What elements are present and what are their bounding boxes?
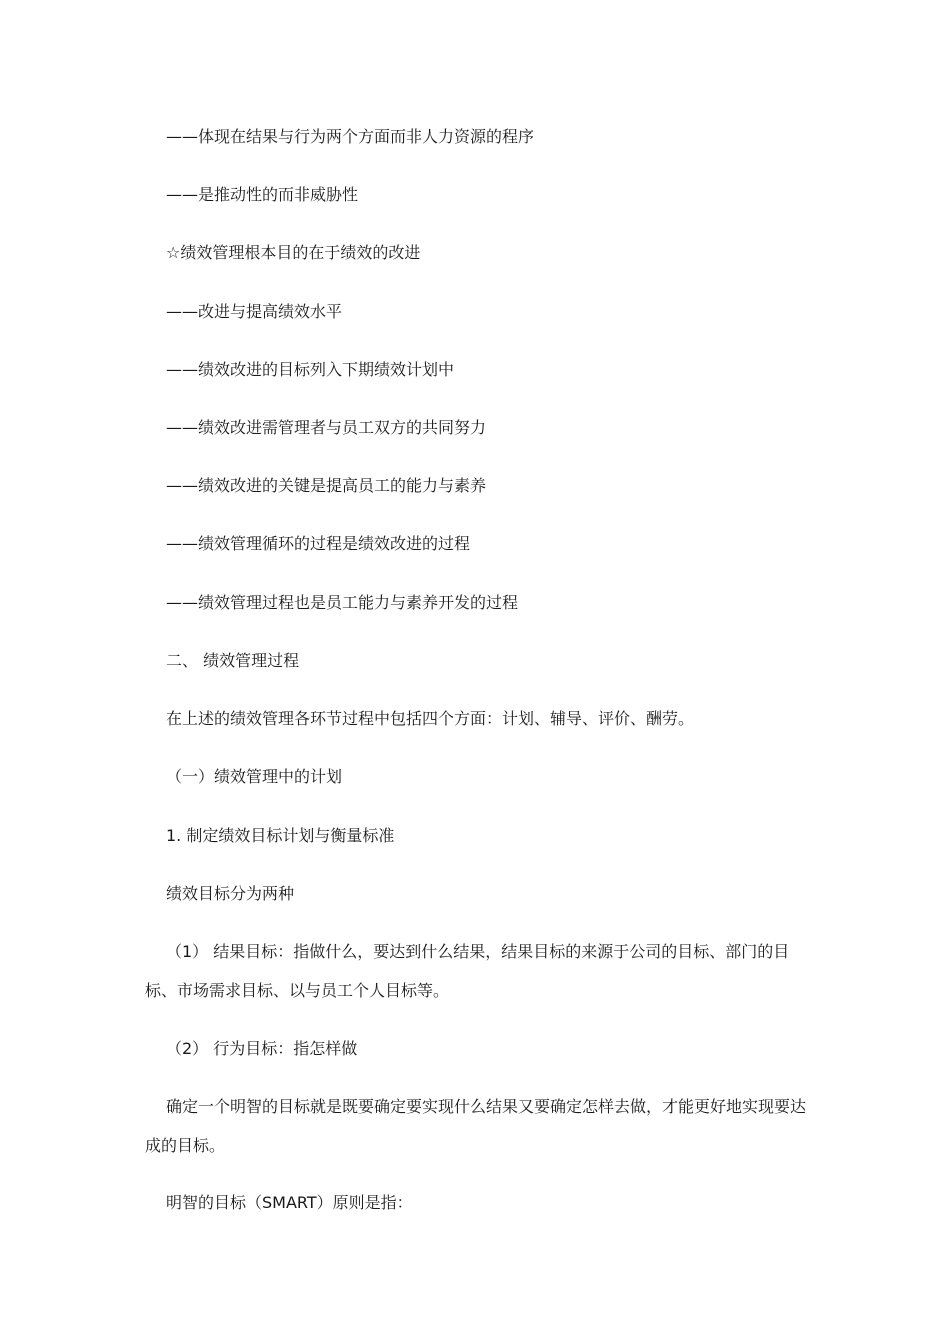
para-smart-goal: 确定一个明智的目标就是既要确定要实现什么结果又要确定怎样去做，才能更好地实现要达成的目标。 (145, 1097, 807, 1155)
line-joint-effort: ——绩效改进需管理者与员工双方的共同努力 (166, 418, 487, 437)
line-fundamental-purpose: ☆绩效管理根本目的在于绩效的改进 (166, 243, 421, 262)
line-development-process: ——绩效管理过程也是员工能力与素养开发的过程 (166, 593, 519, 612)
line-smart-principle: 明智的目标（SMART）原则是指： (166, 1193, 413, 1212)
line-motivating: ——是推动性的而非威胁性 (166, 185, 359, 204)
line-two-goal-types: 绩效目标分为两种 (166, 884, 295, 903)
section-heading: 二、 绩效管理过程 (166, 651, 300, 670)
line-behavior-goal: （2） 行为目标：指怎样做 (166, 1039, 358, 1058)
line-next-plan: ——绩效改进的目标列入下期绩效计划中 (166, 360, 455, 379)
line-cycle-process: ——绩效管理循环的过程是绩效改进的过程 (166, 534, 471, 553)
line-four-aspects: 在上述的绩效管理各环节过程中包括四个方面：计划、辅导、评价、酬劳。 (166, 709, 695, 728)
line-improve-level: ——改进与提高绩效水平 (166, 302, 343, 321)
line-key-ability: ——绩效改进的关键是提高员工的能力与素养 (166, 476, 487, 495)
line-result-behavior: ——体现在结果与行为两个方面而非人力资源的程序 (166, 127, 535, 146)
para-result-goal: （1） 结果目标：指做什么，要达到什么结果，结果目标的来源于公司的目标、部门的目标、市场需求目标、以与员工个人目标等。 (145, 942, 790, 1000)
subsection-heading-plan: （一）绩效管理中的计划 (166, 767, 343, 786)
item-heading-goal-standard: 1. 制定绩效目标计划与衡量标准 (166, 826, 395, 845)
